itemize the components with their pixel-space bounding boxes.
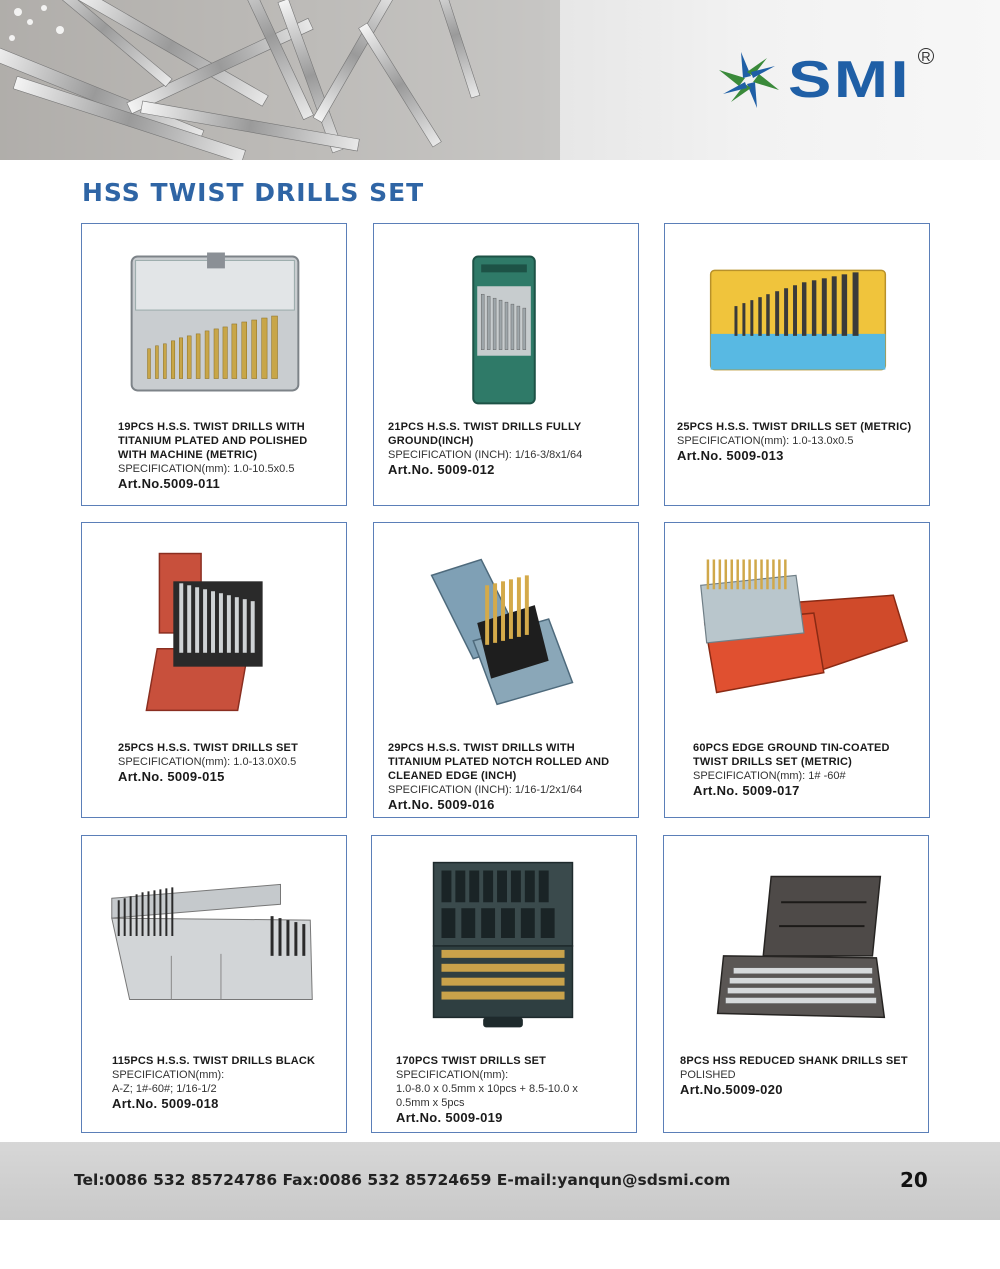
header-banner xyxy=(0,0,1000,160)
product-text xyxy=(118,741,340,784)
product-card-5009-012[interactable] xyxy=(373,223,639,506)
product-art-no: Art.No.5009-011 xyxy=(118,476,221,491)
product-art-no: Art.No. 5009-012 xyxy=(388,462,495,477)
product-image xyxy=(82,836,346,1036)
product-specification: SPECIFICATION(mm): 1.0-8.0 x 0.5mm x 10pcs + 8.5-10.0 x 0.5mm x 5pcs xyxy=(396,1069,578,1109)
product-specification: SPECIFICATION(mm): 1.0-13.0x0.5 xyxy=(677,435,854,447)
product-description: 19PCS H.S.S. TWIST DRILLS WITH TITANIUM PLATED AND POLISHED WITH MACHINE (METRIC) xyxy=(118,421,308,461)
product-image xyxy=(664,836,928,1036)
product-specification: SPECIFICATION(mm): 1.0-13.0X0.5 xyxy=(118,756,297,768)
product-specification: SPECIFICATION(mm): 1# -60# xyxy=(693,770,846,782)
product-text xyxy=(118,420,340,491)
product-card-5009-017[interactable] xyxy=(664,522,930,818)
product-description: 25PCS H.S.S. TWIST DRILLS SET (METRIC) xyxy=(677,421,912,433)
logo-wordmark: SMI xyxy=(788,51,912,109)
contact-info: Tel:0086 532 85724786 Fax:0086 532 85724659 E-mail:yanqun@sdsmi.com xyxy=(74,1171,731,1189)
product-card-5009-015[interactable] xyxy=(81,522,347,818)
product-art-no: Art.No. 5009-018 xyxy=(112,1096,219,1111)
product-description: 21PCS H.S.S. TWIST DRILLS FULLY GROUND(INCH) xyxy=(388,421,582,447)
product-description: 8PCS HSS REDUCED SHANK DRILLS SET xyxy=(680,1055,908,1067)
product-text xyxy=(388,741,632,812)
product-image xyxy=(374,523,638,723)
page-title: HSS TWIST DRILLS SET xyxy=(82,178,425,207)
product-card-5009-019[interactable] xyxy=(371,835,637,1133)
product-art-no: Art.No. 5009-019 xyxy=(396,1110,503,1125)
page-number: 20 xyxy=(900,1168,928,1192)
smi-logo xyxy=(712,44,942,114)
product-art-no: Art.No. 5009-016 xyxy=(388,797,495,812)
product-specification: SPECIFICATION (INCH): 1/16-1/2x1/64 xyxy=(388,784,583,796)
drill-bits-photo xyxy=(0,0,560,160)
product-art-no: Art.No. 5009-015 xyxy=(118,769,225,784)
footer-bar xyxy=(0,1142,1000,1220)
product-card-5009-018[interactable] xyxy=(81,835,347,1133)
registered-mark: R xyxy=(918,48,934,64)
product-specification: SPECIFICATION(mm): A-Z; 1#-60#; 1/16-1/2 xyxy=(112,1069,225,1095)
product-text xyxy=(112,1054,340,1111)
product-description: 25PCS H.S.S. TWIST DRILLS SET xyxy=(118,742,298,754)
product-art-no: Art.No. 5009-013 xyxy=(677,448,784,463)
product-art-no: Art.No.5009-020 xyxy=(680,1082,783,1097)
product-specification: SPECIFICATION (INCH): 1/16-3/8x1/64 xyxy=(388,449,583,461)
product-text xyxy=(388,420,632,477)
product-description: 29PCS H.S.S. TWIST DRILLS WITH TITANIUM PLATED NOTCH ROLLED AND CLEANED EDGE (INCH) xyxy=(388,742,610,782)
product-text xyxy=(693,741,923,798)
product-card-5009-020[interactable] xyxy=(663,835,929,1133)
product-image xyxy=(665,224,929,414)
product-card-5009-016[interactable] xyxy=(373,522,639,818)
product-specification: POLISHED xyxy=(680,1069,736,1081)
product-description: 170PCS TWIST DRILLS SET xyxy=(396,1055,547,1067)
product-image xyxy=(82,523,346,723)
product-image xyxy=(665,523,929,723)
product-image xyxy=(82,224,346,414)
product-image xyxy=(372,836,636,1041)
product-specification: SPECIFICATION(mm): 1.0-10.5x0.5 xyxy=(118,463,295,475)
product-card-5009-011[interactable] xyxy=(81,223,347,506)
product-art-no: Art.No. 5009-017 xyxy=(693,783,800,798)
product-text xyxy=(677,420,923,463)
product-description: 115PCS H.S.S. TWIST DRILLS BLACK xyxy=(112,1055,316,1067)
product-text xyxy=(680,1054,922,1097)
product-card-5009-013[interactable] xyxy=(664,223,930,506)
product-text xyxy=(396,1054,630,1125)
product-image xyxy=(374,224,638,414)
smi-logo-mark-icon xyxy=(712,44,786,114)
product-description: 60PCS EDGE GROUND TIN-COATED TWIST DRILLS SET (METRIC) xyxy=(693,742,890,768)
